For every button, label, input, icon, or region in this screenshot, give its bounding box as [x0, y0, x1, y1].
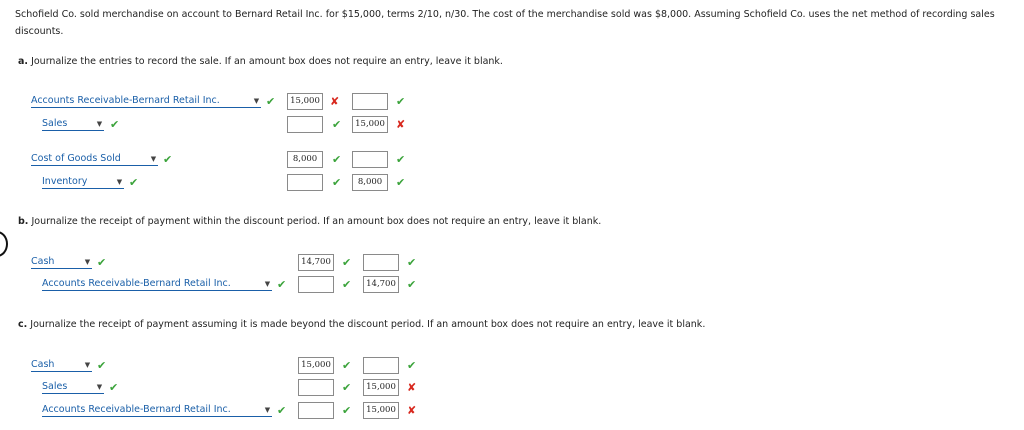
chevron-down-icon: ▼: [96, 383, 103, 391]
credit-amount-input[interactable]: 15,000: [363, 379, 399, 396]
debit-amount-input[interactable]: 15,000: [287, 93, 323, 110]
credit-amount-input[interactable]: 15,000: [363, 402, 399, 419]
check-icon: ✔: [407, 278, 417, 291]
credit-amount-input[interactable]: 14,700: [363, 276, 399, 293]
check-icon: ✔: [407, 359, 417, 372]
debit-amount-input[interactable]: 15,000: [298, 357, 334, 374]
check-icon: ✔: [332, 118, 342, 131]
cross-icon: ✘: [396, 118, 406, 131]
credit-amount-input[interactable]: [352, 93, 388, 110]
check-icon: ✔: [110, 118, 120, 131]
check-icon: ✔: [266, 95, 276, 108]
check-icon: ✔: [342, 278, 352, 291]
debit-amount-input[interactable]: 14,700: [298, 254, 334, 271]
account-select-cash[interactable]: [31, 359, 92, 372]
account-select-label: Accounts Receivable-Bernard Retail Inc.: [31, 95, 220, 106]
part-c-instruction: [18, 319, 705, 330]
credit-amount-input[interactable]: [363, 357, 399, 374]
check-icon: ✔: [332, 153, 342, 166]
debit-amount-input[interactable]: [298, 402, 334, 419]
part-c-text: Journalize the receipt of payment assuming it is made beyond the discount period. If an amount box does not require an entry, leave it blank.: [30, 319, 706, 330]
cross-icon: ✘: [330, 95, 340, 108]
credit-amount-input[interactable]: [352, 151, 388, 168]
account-select-sales[interactable]: [42, 118, 104, 131]
check-icon: ✔: [109, 381, 119, 394]
account-select-label: Sales: [42, 118, 68, 129]
part-b-text: Journalize the receipt of payment within the discount period. If an amount box does not require an entry, leave it blank.: [31, 216, 602, 227]
check-icon: ✔: [396, 153, 406, 166]
check-icon: ✔: [396, 95, 406, 108]
check-icon: ✔: [342, 256, 352, 269]
account-select-label: Inventory: [42, 176, 88, 187]
check-icon: ✔: [97, 359, 107, 372]
chevron-down-icon: ▼: [96, 120, 103, 128]
part-b-instruction: [18, 216, 601, 227]
credit-amount-input[interactable]: [363, 254, 399, 271]
account-select-label: Accounts Receivable-Bernard Retail Inc.: [42, 404, 231, 415]
account-select-cash[interactable]: [31, 256, 92, 269]
account-select-inventory[interactable]: [42, 176, 124, 189]
cross-icon: ✘: [407, 404, 417, 417]
account-select-label: Cost of Goods Sold: [31, 153, 121, 164]
check-icon: ✔: [97, 256, 107, 269]
cross-icon: ✘: [407, 381, 417, 394]
chevron-down-icon: ▼: [84, 258, 91, 266]
check-icon: ✔: [277, 404, 287, 417]
account-select-sales[interactable]: [42, 381, 104, 394]
account-select-cost-of-goods-sold[interactable]: [31, 153, 158, 166]
debit-amount-input[interactable]: [298, 276, 334, 293]
part-b-label: b.: [18, 216, 29, 227]
check-icon: ✔: [277, 278, 287, 291]
debit-amount-input[interactable]: [287, 116, 323, 133]
collapse-handle[interactable]: [0, 231, 8, 257]
check-icon: ✔: [407, 256, 417, 269]
check-icon: ✔: [342, 404, 352, 417]
account-select-label: Cash: [31, 256, 55, 267]
check-icon: ✔: [342, 381, 352, 394]
problem-statement: Schofield Co. sold merchandise on account to Bernard Retail Inc. for $15,000, terms 2/10, n/30. The cost of the merchandise sold was $8,000. Assuming Schofield Co. uses the net method of recording sales discounts.: [15, 9, 995, 37]
check-icon: ✔: [342, 359, 352, 372]
check-icon: ✔: [163, 153, 173, 166]
chevron-down-icon: ▼: [253, 97, 260, 105]
check-icon: ✔: [396, 176, 406, 189]
account-select-label: Accounts Receivable-Bernard Retail Inc.: [42, 278, 231, 289]
debit-amount-input[interactable]: [287, 174, 323, 191]
chevron-down-icon: ▼: [84, 361, 91, 369]
check-icon: ✔: [129, 176, 139, 189]
chevron-down-icon: ▼: [264, 280, 271, 288]
check-icon: ✔: [332, 176, 342, 189]
chevron-down-icon: ▼: [116, 178, 123, 186]
part-a-text: Journalize the entries to record the sale. If an amount box does not require an entry, leave it blank.: [31, 56, 503, 67]
account-select-accounts-receivable[interactable]: [42, 404, 272, 417]
account-select-accounts-receivable[interactable]: [31, 95, 261, 108]
chevron-down-icon: ▼: [150, 155, 157, 163]
debit-amount-input[interactable]: 8,000: [287, 151, 323, 168]
part-a-instruction: [18, 56, 503, 67]
account-select-label: Cash: [31, 359, 55, 370]
account-select-label: Sales: [42, 381, 68, 392]
account-select-accounts-receivable[interactable]: [42, 278, 272, 291]
debit-amount-input[interactable]: [298, 379, 334, 396]
part-c-label: c.: [18, 319, 28, 330]
credit-amount-input[interactable]: 15,000: [352, 116, 388, 133]
part-a-label: a.: [18, 56, 29, 67]
credit-amount-input[interactable]: 8,000: [352, 174, 388, 191]
chevron-down-icon: ▼: [264, 406, 271, 414]
